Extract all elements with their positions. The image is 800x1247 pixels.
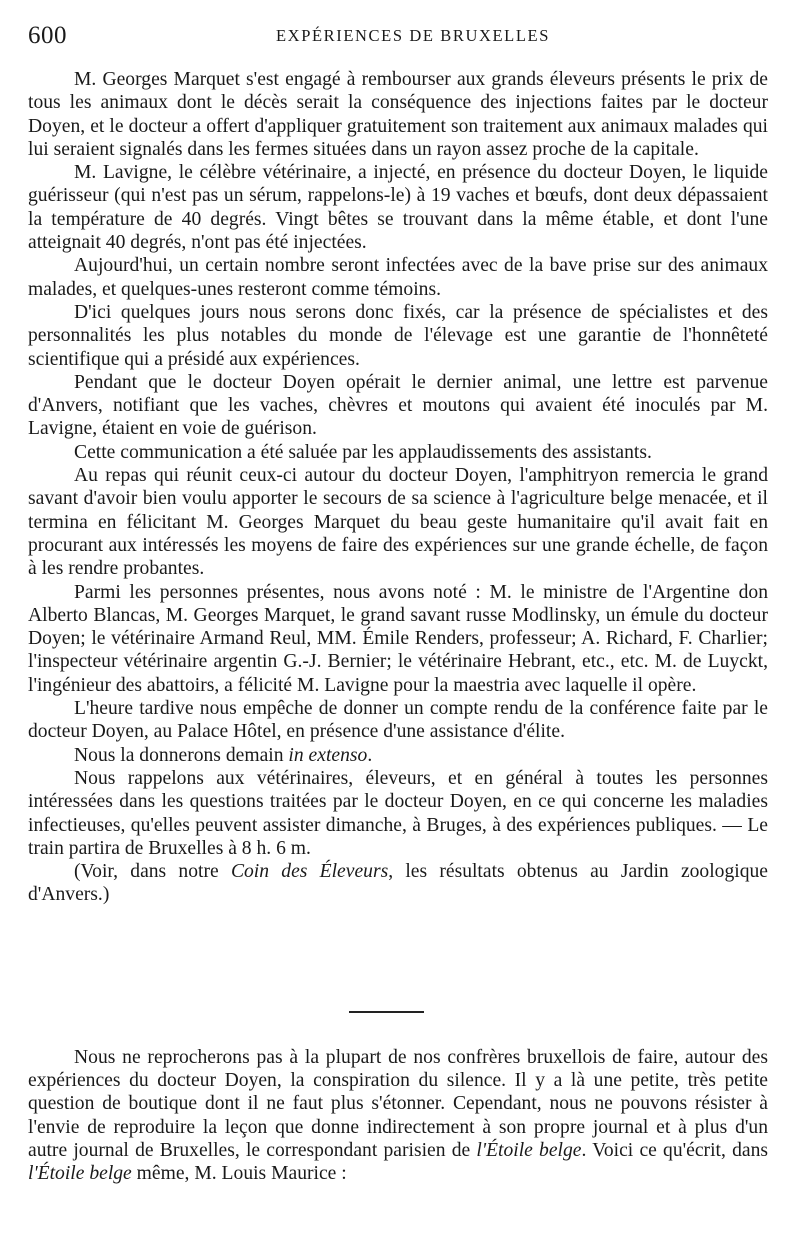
paragraph-3: Aujourd'hui, un certain nombre seront infectées avec de la bave prise sur des animaux malades, et quelques-unes resteront comme témoins. [28, 255, 768, 300]
page-number: 600 [28, 22, 67, 49]
paragraph-13 [28, 1046, 768, 1185]
paragraph-8: Parmi les personnes présentes, nous avons noté : M. le ministre de l'Argentine don Alberto Blancas, M. Georges Marquet, le grand savant russe Modlinsky, un émule du docteur Doyen; le vétérinaire Armand Reul, MM. Émile Renders, professeur; A. Richard, F. Charlier; l'inspecteur vétérinaire argentin G.-J. Bernier; le vétérinaire Hebrant, etc., etc. M. de Luyckt, l'ingénieur des abattoirs, a félicité M. Lavigne pour la maestria avec laquelle il opère. [28, 581, 768, 696]
paragraph-13-italic-1: l'Étoile belge [476, 1139, 582, 1161]
paragraph-13-mid: . Voici ce qu'écrit, dans [581, 1139, 768, 1161]
paragraph-12-italic: Coin des Éleveurs [230, 861, 389, 883]
paragraph-10-text: Nous la donnerons demain [74, 744, 289, 766]
page-header [28, 22, 768, 54]
paragraph-13-italic-2: l'Étoile belge [28, 1163, 132, 1185]
paragraph-6: Cette communication a été saluée par les applaudissements des assistants. [74, 441, 652, 463]
paragraph-13-end: même, M. Louis Maurice : [131, 1163, 347, 1185]
paragraph-12-text: (Voir, dans notre [74, 861, 231, 883]
article-body [28, 68, 768, 907]
paragraph-10 [28, 744, 768, 767]
section-divider [349, 1011, 424, 1013]
paragraph-11: Nous rappelons aux vétérinaires, éleveurs, et en général à toutes les personnes intéressées dans les questions traitées par le docteur Doyen, en ce qui concerne les maladies infectieuses, qu'elles peuvent assister dimanche, à Bruges, à des expériences publiques. — Le train partira de Bruxelles à 8 h. 6 m. [28, 767, 768, 859]
paragraph-12-end: , les résultats obtenus au Jardin zoologique d'Anvers.) [28, 861, 769, 906]
paragraph-5: Pendant que le docteur Doyen opérait le dernier animal, une lettre est parvenue d'Anvers, notifiant que les vaches, chèvres et moutons qui avaient été inoculés par M. Lavigne, étaient en voie de guérison. [28, 371, 768, 440]
running-title: EXPÉRIENCES DE BRUXELLES [276, 26, 550, 45]
paragraph-7: Au repas qui réunit ceux-ci autour du docteur Doyen, l'amphitryon remercia le grand savant d'avoir bien voulu apporter le secours de sa science à l'agriculture belge menacée, et il termina en félicitant M. Georges Marquet du beau geste humanitaire qu'il avait fait en procurant aux intéressés les moyens de faire des expériences sur une grande échelle, de façon à les rendre probantes. [28, 465, 768, 580]
paragraph-10-italic: in extenso [288, 744, 368, 766]
paragraph-1: M. Georges Marquet s'est engagé à rembourser aux grands éleveurs présents le prix de tous les animaux dont le décès serait la conséquence des injections faites par le docteur Doyen, et le docteur a offert d'appliquer gratuitement son traitement aux animaux malades qui lui seraient signalés dans les fermes situées dans un rayon assez proche de la capitale. [28, 69, 768, 160]
second-article-body [28, 1046, 768, 1185]
paragraph-4: D'ici quelques jours nous serons donc fixés, car la présence de spécialistes et des personnalités les plus notables du monde de l'élevage est une garantie de l'honnêteté scientifique qui a présidé aux expériences. [28, 301, 768, 370]
paragraph-13-text: Nous ne reprocherons pas à la plupart de nos confrères bruxellois de faire, autour des expériences du docteur Doyen, la conspiration du silence. Il y a là une petite, très petite question de boutique dont il ne faut plus s'étonner. Cependant, nous ne pouvons résister à l'envie de reproduire la leçon que donne indirectement à son propre journal et à plus d'un autre journal de Bruxelles, le correspondant parisien de [28, 1047, 768, 1161]
paragraph-2: M. Lavigne, le célèbre vétérinaire, a injecté, en présence du docteur Doyen, le liquide guérisseur (qui n'est pas un sérum, rappelons-le) à 19 vaches et bœufs, dont deux dépassaient la température de 40 degrés. Vingt bêtes se trouvant dans la même étable, et dont l'une atteignait 40 degrés, n'ont pas été injectées. [28, 162, 768, 254]
paragraph-10-end: . [367, 744, 373, 766]
paragraph-9: L'heure tardive nous empêche de donner un compte rendu de la conférence faite par le docteur Doyen, au Palace Hôtel, en présence d'une assistance d'élite. [28, 698, 768, 743]
paragraph-12 [28, 860, 768, 907]
